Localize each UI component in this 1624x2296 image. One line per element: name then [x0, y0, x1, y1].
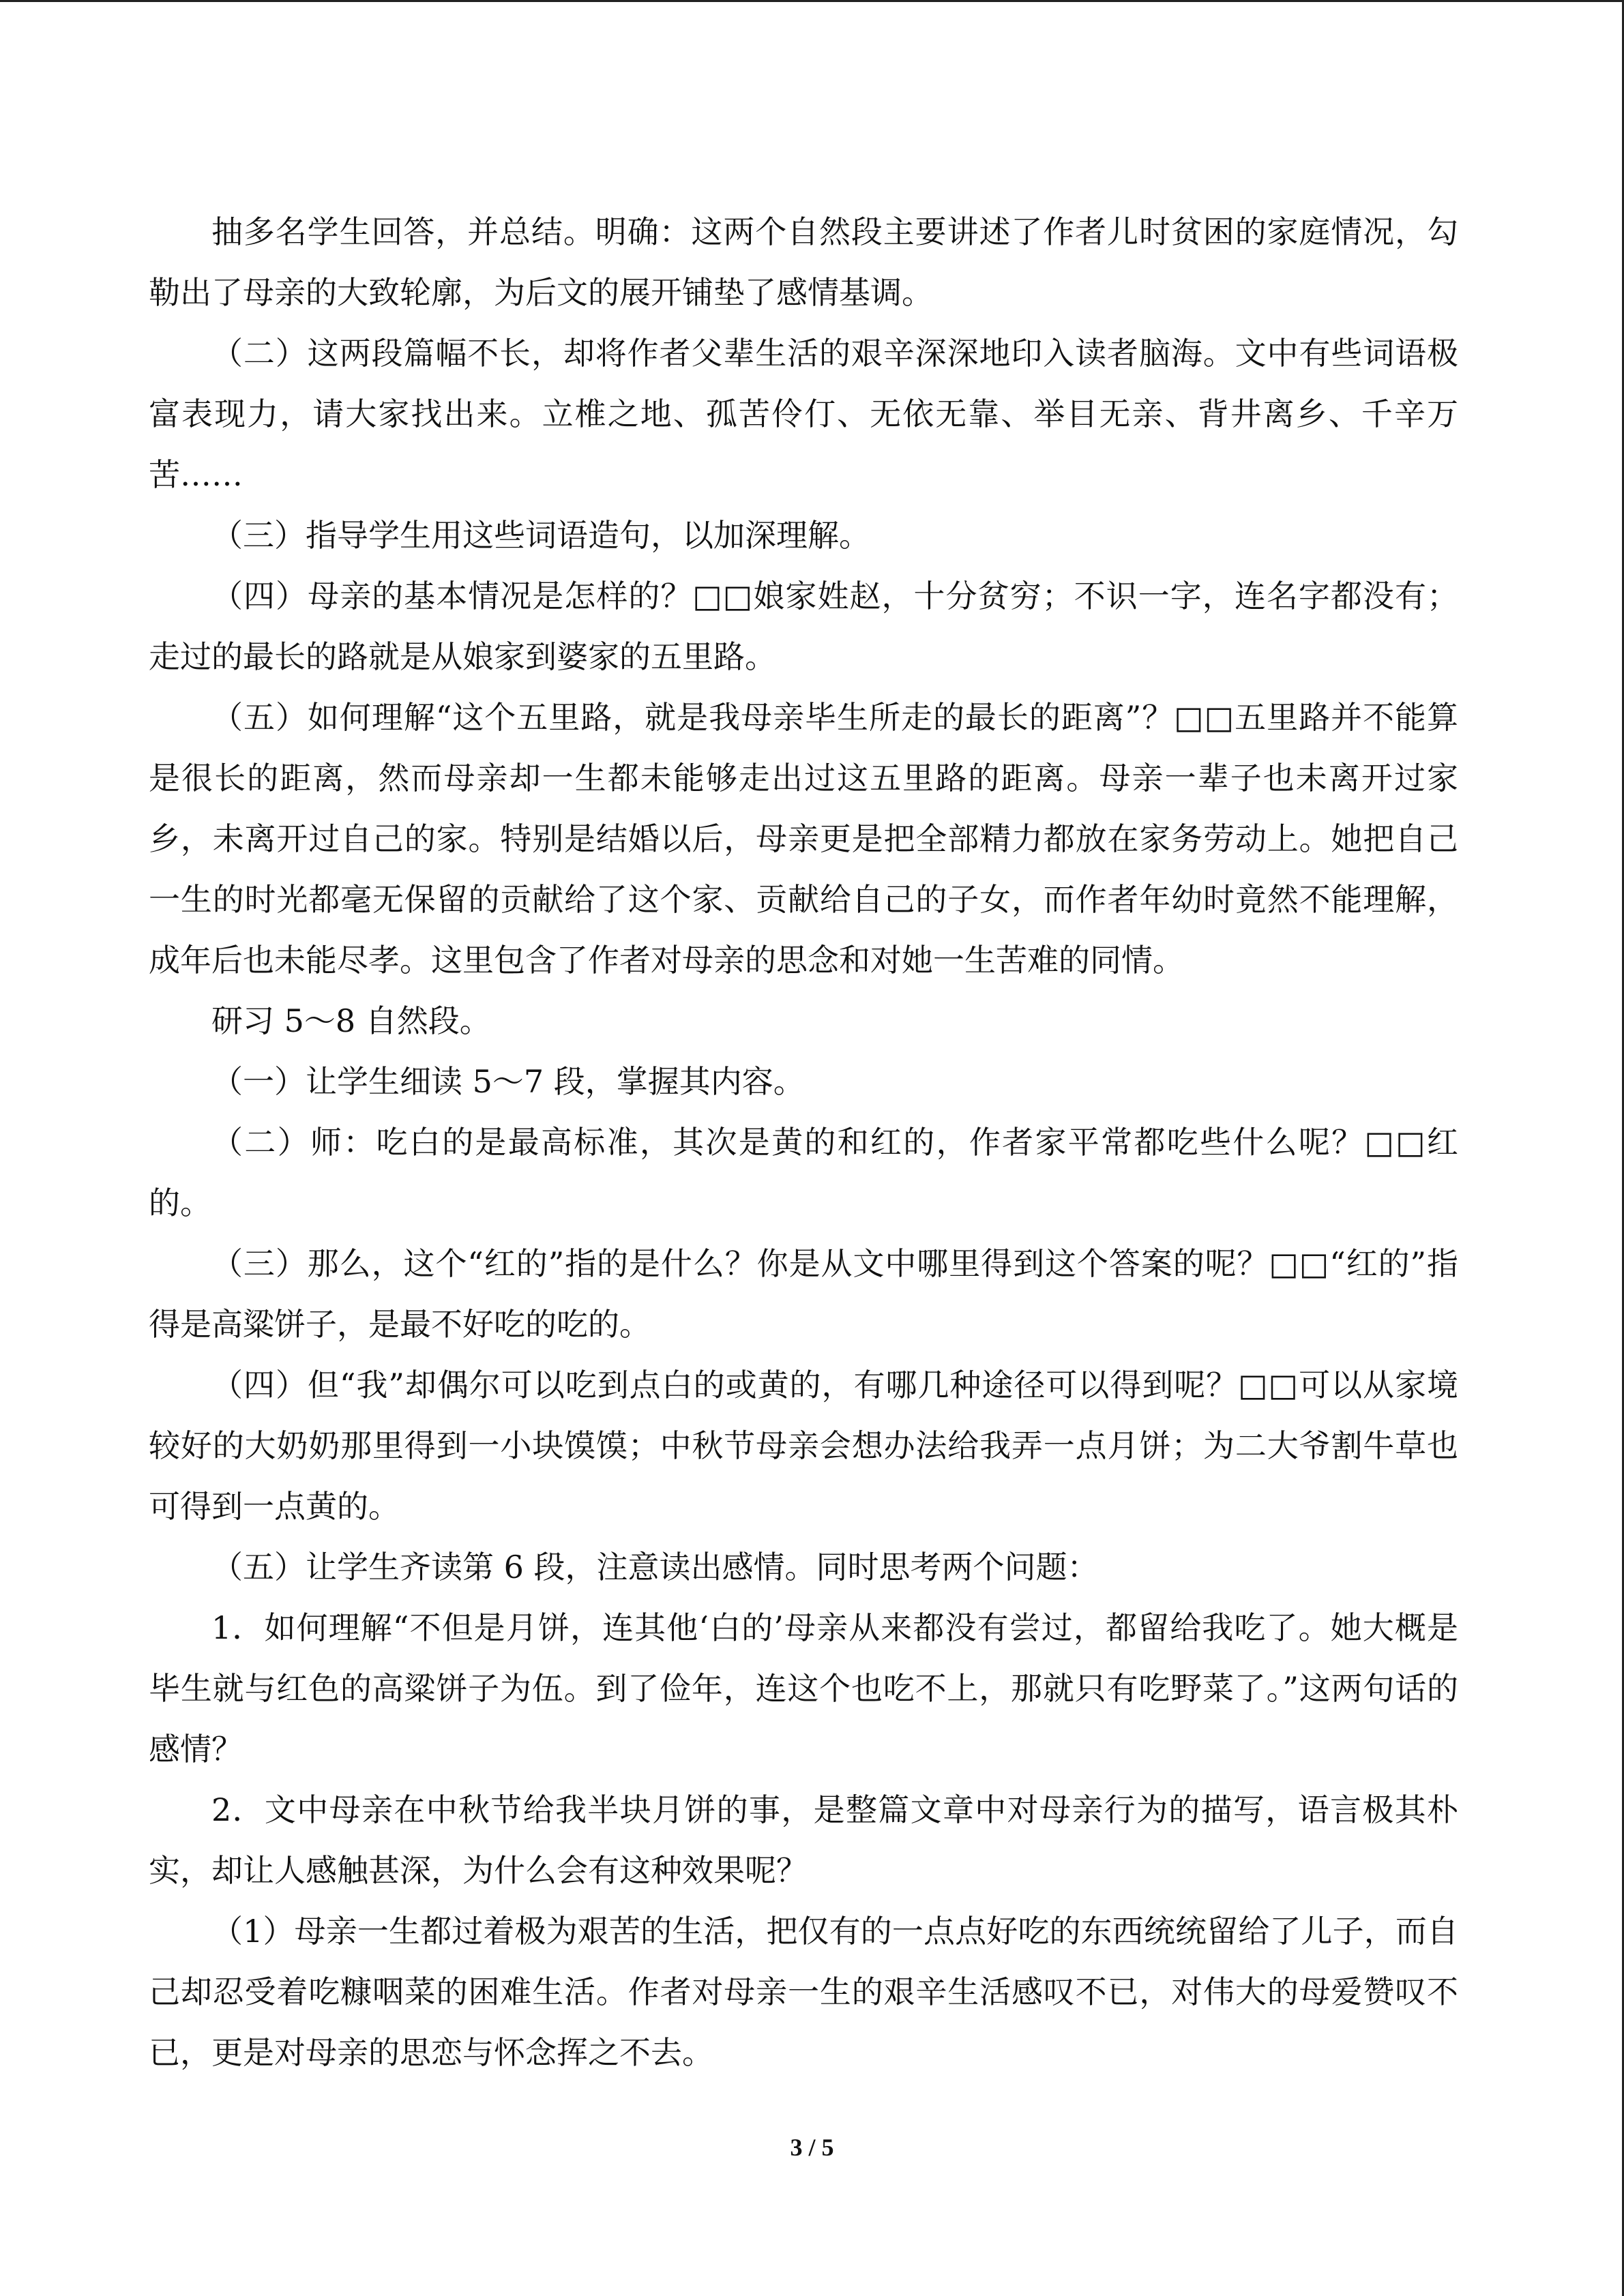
paragraph-13: 2．文中母亲在中秋节给我半块月饼的事，是整篇文章中对母亲行为的描写，语言极其朴实，却让人感触甚深，为什么会有这种效果呢？	[149, 1791, 1458, 1889]
paragraph-9: （三）那么，这个“红的”指的是什么？你是从文中哪里得到这个答案的呢？□□“红的”指得是高粱饼子，是最不好吃的吃的。	[149, 1245, 1458, 1343]
paragraph-5: （五）如何理解“这个五里路，就是我母亲毕生所走的最长的距离”？□□五里路并不能算是很长的距离，然而母亲却一生都未能够走出过这五里路的距离。母亲一辈子也未离开过家乡，未离开过自己的家。特别是结婚以后，母亲更是把全部精力都放在家务劳动上。她把自己一生的时光都毫无保留的贡献给了这个家、贡献给自己的子女，而作者年幼时竟然不能理解，成年后也未能尽孝。这里包含了作者对母亲的思念和对她一生苦难的同情。	[149, 699, 1458, 979]
paragraph-6: 研习 5～8 自然段。	[211, 1002, 491, 1039]
paragraph-12: 1．如何理解“不但是月饼，连其他‘白的’母亲从来都没有尝过，都留给我吃了。她大概是毕生就与红色的高粱饼子为伍。到了俭年，连这个也吃不上，那就只有吃野菜了。”这两句话的感情？	[149, 1609, 1458, 1768]
paragraph-3: （三）指导学生用这些词语造句，以加深理解。	[211, 517, 870, 554]
paragraph-1: 抽多名学生回答，并总结。明确：这两个自然段主要讲述了作者儿时贫困的家庭情况，勾勒出了母亲的大致轮廓，为后文的展开铺垫了感情基调。	[149, 213, 1458, 311]
paragraph-14: （1）母亲一生都过着极为艰苦的生活，把仅有的一点点好吃的东西统统留给了儿子，而自己却忍受着吃糠咽菜的困难生活。作者对母亲一生的艰辛生活感叹不已，对伟大的母爱赞叹不已，更是对母亲的思恋与怀念挥之不去。	[149, 1913, 1458, 2071]
paragraph-2: （二）这两段篇幅不长，却将作者父辈生活的艰辛深深地印入读者脑海。文中有些词语极富表现力，请大家找出来。立椎之地、孤苦伶仃、无依无靠、举目无亲、背井离乡、千辛万苦……	[149, 335, 1458, 493]
page-border-top	[0, 0, 1624, 2]
paragraph-7: （一）让学生细读 5～7 段，掌握其内容。	[211, 1063, 805, 1100]
paragraph-4: （四）母亲的基本情况是怎样的？□□娘家姓赵，十分贫穷；不识一字，连名字都没有；走过的最长的路就是从娘家到婆家的五里路。	[149, 578, 1458, 675]
paragraph-8: （二）师：吃白的是最高标准，其次是黄的和红的，作者家平常都吃些什么呢？□□红的。	[149, 1124, 1458, 1221]
document-body	[149, 202, 1458, 2083]
paragraph-10: （四）但“我”却偶尔可以吃到点白的或黄的，有哪几种途径可以得到呢？□□可以从家境较好的大奶奶那里得到一小块馍馍；中秋节母亲会想办法给我弄一点月饼；为二大爷割牛草也可得到一点黄的。	[149, 1367, 1458, 1525]
paragraph-11: （五）让学生齐读第 6 段，注意读出感情。同时思考两个问题：	[211, 1549, 1099, 1585]
page-number: 3 / 5	[790, 2134, 834, 2161]
